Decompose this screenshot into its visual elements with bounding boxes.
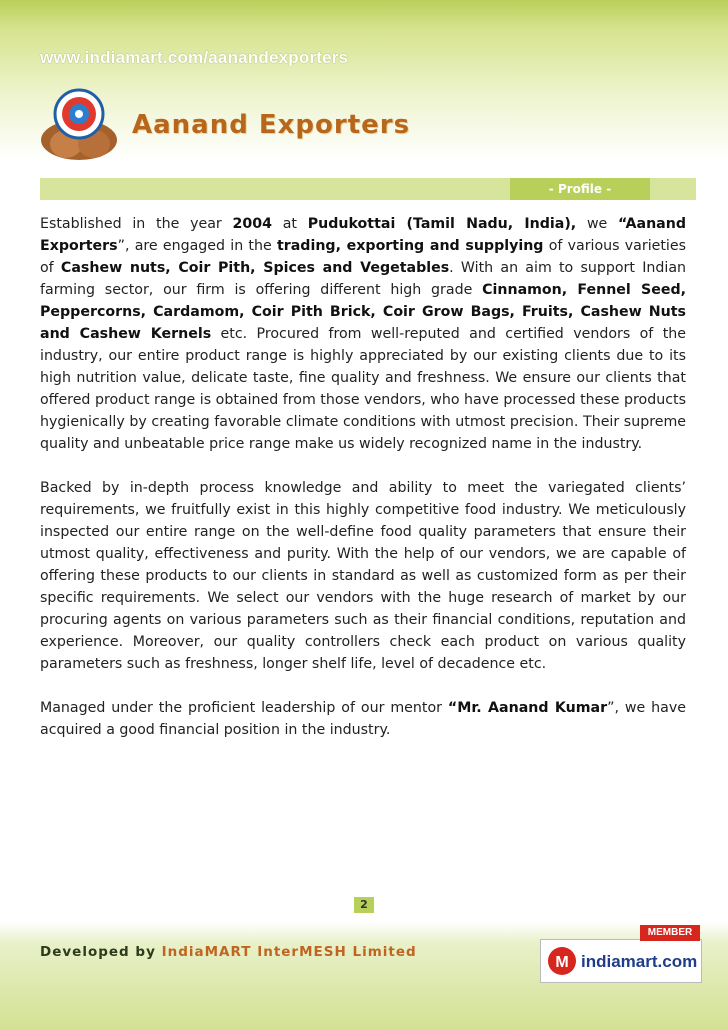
section-label: - Profile - — [510, 178, 650, 200]
svg-text:M: M — [555, 954, 569, 971]
member-label: MEMBER — [640, 925, 700, 941]
badge-box — [540, 939, 702, 983]
paragraph-intro: Established in the year 2004 at Pudukottai (Tamil Nadu, India), we “Aanand Exporters”, are engaged in the trading, exporting and supplying of various varieties of Cashew nuts, Coir Pith, Spices and Vegetables. With an aim to support Indian farming sector, our firm is offering different high grade Cinnamon, Fennel Seed, Peppercorns, Cardamom, Coir Pith Brick, Coir Grow Bags, Fruits, Cashew Nuts and Cashew Kernels etc. Procured from well-reputed and certified vendors of the industry, our entire product range is highly appreciated by our existing clients due to its high nutrition value, delicate taste, fine quality and freshness. We ensure our clients that offered product range is obtained from those vendors, who have processed these products hygienically by creating favorable climate conditions with utmost precision. Their supreme quality and unbeatable price range make us widely recognized name in the industry. — [40, 216, 687, 452]
indiamart-logo-icon — [547, 946, 577, 976]
paragraph-leadership: Managed under the proficient leadership of our mentor “Mr. Aanand Kumar”, we have acquired a good financial position in the industry. — [40, 700, 686, 738]
site-url[interactable]: www.indiamart.com/aanandexporters — [40, 48, 349, 67]
indiamart-member-badge[interactable] — [540, 925, 700, 981]
company-name: Aanand Exporters — [132, 110, 411, 140]
page-number: 2 — [354, 897, 374, 913]
paragraph-process: Backed by in-depth process knowledge and ability to meet the variegated clients’ requirements, we fruitfully exist in this highly competitive food industry. We meticulously inspected our entire range on the well-define food quality parameters that ensure their utmost quality, effectiveness and purity. With the help of our vendors, we are capable of offering these products to our clients in standard as well as customized form as per their specific requirements. We select our vendors with the huge research of market by our procuring agents on various parameters such as their financial conditions, reputation and experience. Moreover, our quality controllers check each product on various quality parameters such as freshness, longer shelf life, level of decadence etc. — [40, 480, 686, 672]
developed-by-label: Developed by — [40, 944, 156, 960]
profile-text — [40, 213, 686, 763]
developer-credit — [40, 944, 417, 960]
company-logo — [36, 82, 122, 162]
indiamart-brand: indiamart.com — [581, 952, 698, 971]
developer-name[interactable]: IndiaMART InterMESH Limited — [161, 944, 417, 960]
